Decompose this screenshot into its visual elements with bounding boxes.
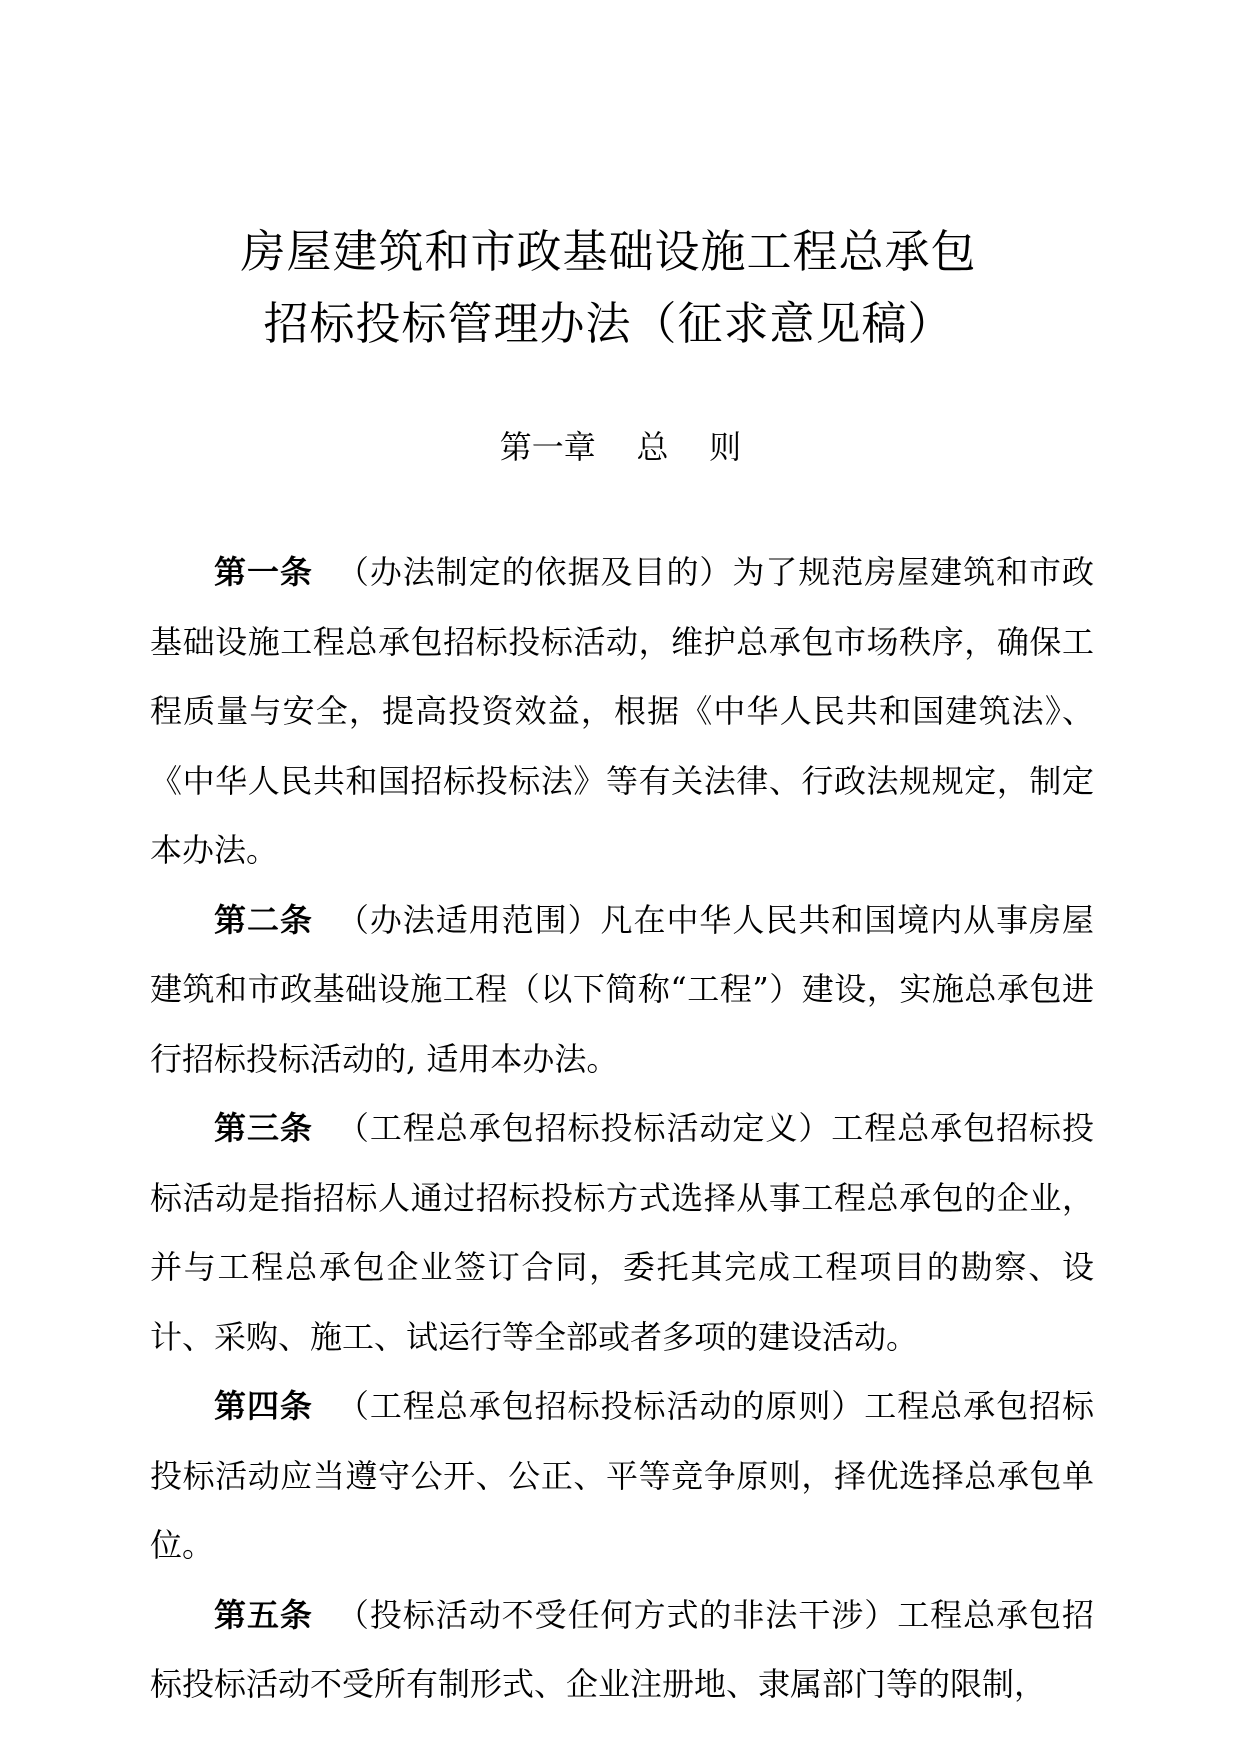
article-number: 第四条 <box>214 1387 313 1425</box>
article-number: 第二条 <box>214 900 313 939</box>
document-title-line-2: 招标投标管理办法（征求意见稿） <box>263 297 954 350</box>
article-number: 第一条 <box>214 553 313 591</box>
chapter-heading: 第一章 总 则 <box>499 428 742 466</box>
article-4 <box>150 1372 1094 1581</box>
article-5 <box>150 1581 1094 1720</box>
article-1 <box>150 538 1094 886</box>
article-text: （工程总承包招标投标活动的原则）工程总承包招标投标活动应当遵守公开、公正、平等竞争原则，择优选择总承包单位。 <box>150 1387 1094 1564</box>
article-text: （办法制定的依据及目的）为了规范房屋建筑和市政基础设施工程总承包招标投标活动，维护总承包市场秩序，确保工程质量与安全，提高投资效益，根据《中华人民共和国建筑法》、《中华人民共和国招标投标法》等有关法律、行政法规规定，制定本办法。 <box>150 553 1094 869</box>
article-text: （办法适用范围）凡在中华人民共和国境内从事房屋建筑和市政基础设施工程（以下简称“工程”）建设，实施总承包进行招标投标活动的, 适用本办法。 <box>150 900 1094 1078</box>
article-number: 第三条 <box>214 1109 313 1147</box>
article-text: （工程总承包招标投标活动定义）工程总承包招标投标活动是指招标人通过招标投标方式选择从事工程总承包的企业，并与工程总承包企业签订合同，委托其完成工程项目的勘察、设计、采购、施工、试运行等全部或者多项的建设活动。 <box>150 1109 1094 1356</box>
document-body <box>150 538 1094 1720</box>
document-title-line-1: 房屋建筑和市政基础设施工程总承包 <box>240 225 977 278</box>
article-number: 第五条 <box>214 1595 313 1634</box>
article-text: （投标活动不受任何方式的非法干涉）工程总承包招标投标活动不受所有制形式、企业注册地、隶属部门等的限制， <box>150 1595 1094 1703</box>
article-3 <box>150 1094 1094 1372</box>
article-2 <box>150 886 1094 1095</box>
